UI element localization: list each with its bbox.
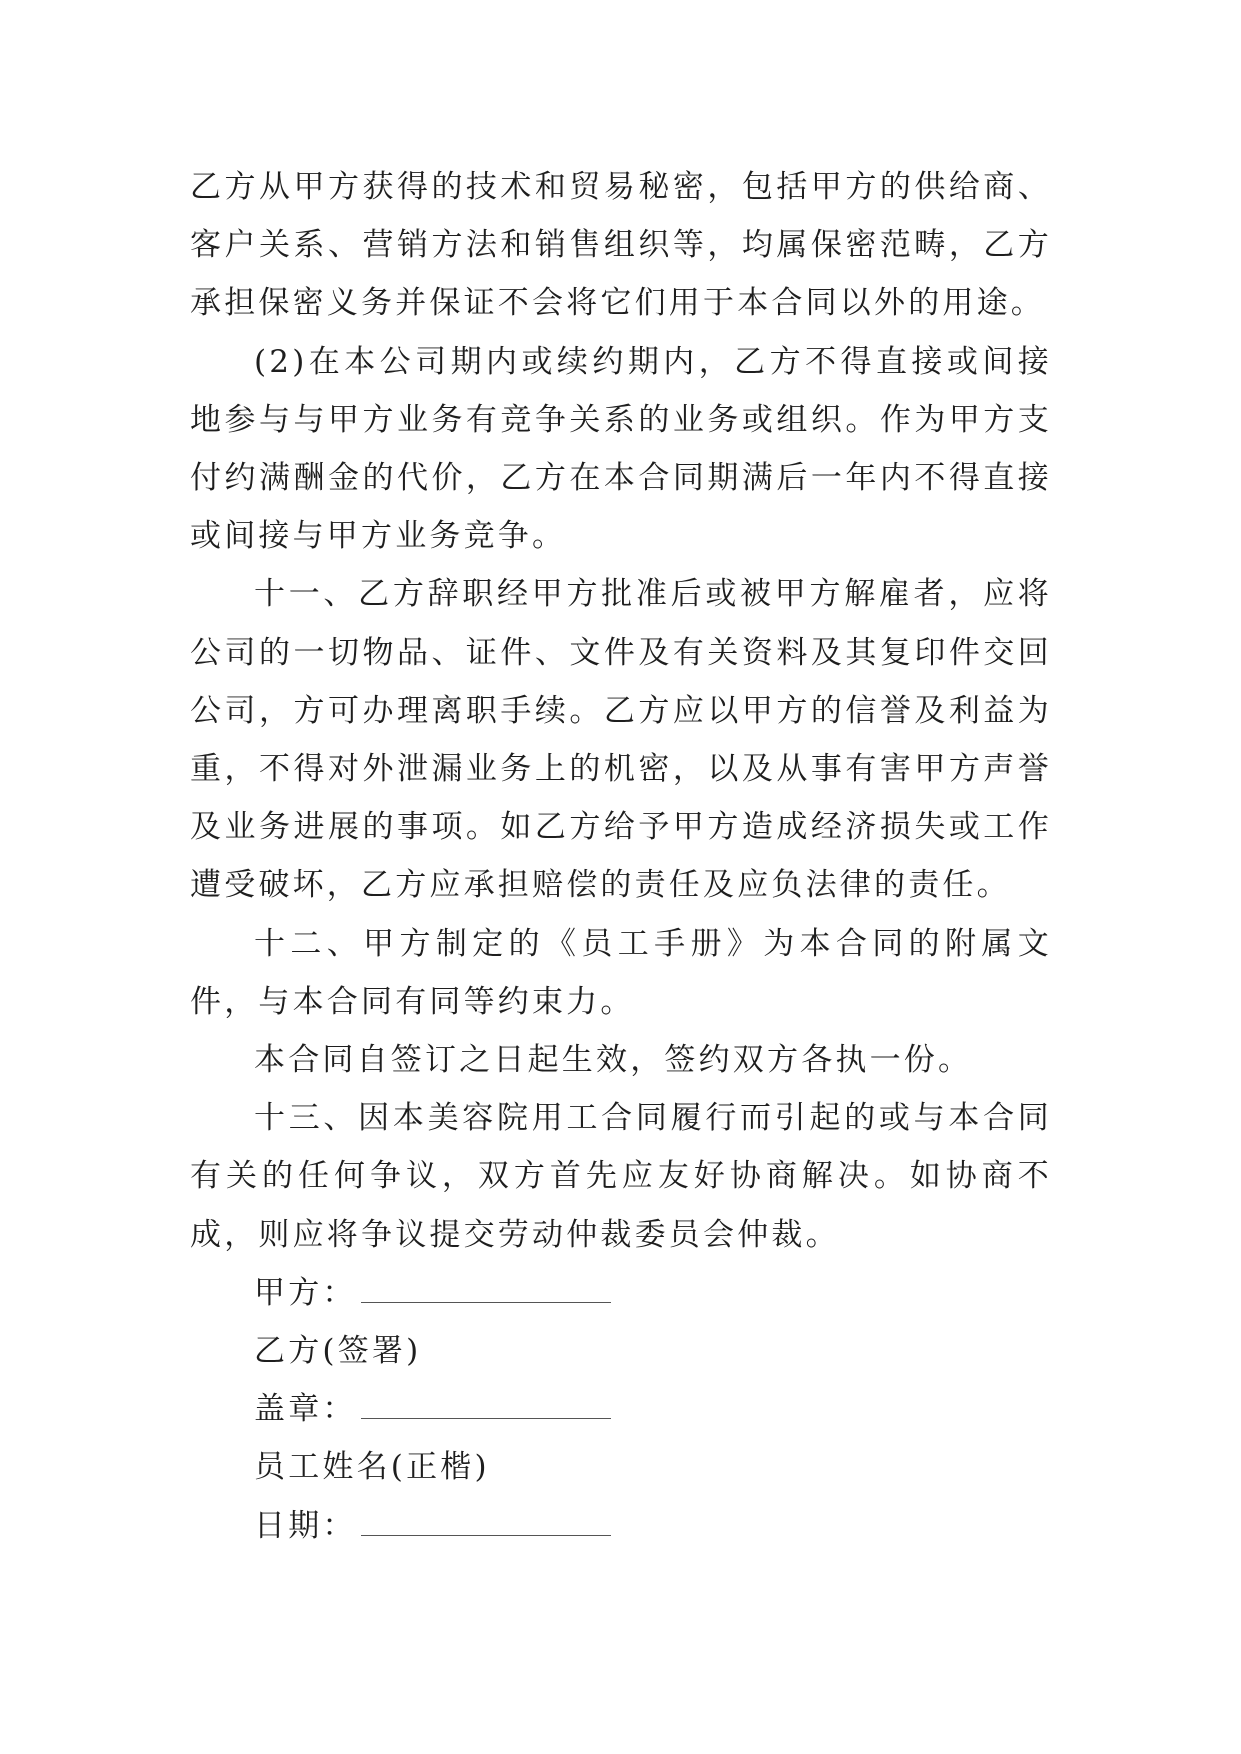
party-a-blank (361, 1278, 611, 1303)
paragraph-clause-13: 十三、因本美容院用工合同履行而引起的或与本合同有关的任何争议，双方首先应友好协商解决。如协商不成，则应将争议提交劳动仲裁委员会仲裁。 (190, 1100, 1052, 1253)
party-b-label: 乙方(签署) (254, 1333, 422, 1370)
signature-date (190, 1497, 1052, 1555)
employee-name-label: 员工姓名(正楷) (254, 1449, 490, 1486)
paragraph-clause-12: 十二、甲方制定的《员工手册》为本合同的附属文件，与本合同有同等约束力。 (190, 925, 1052, 1020)
document-page (190, 158, 1052, 1555)
date-blank (361, 1511, 611, 1536)
date-label: 日期： (254, 1507, 357, 1544)
party-a-label: 甲方： (254, 1274, 357, 1311)
paragraph-effective: 本合同自签订之日起生效，签约双方各执一份。 (254, 1042, 973, 1079)
seal-label: 盖章： (254, 1391, 357, 1428)
paragraph-non-compete: (2)在本公司期内或续约期内，乙方不得直接或间接地参与与甲方业务有竞争关系的业务或组织。作为甲方支付约满酬金的代价，乙方在本合同期满后一年内不得直接或间接与甲方业务竞争。 (190, 343, 1052, 555)
signature-seal (190, 1380, 1052, 1438)
seal-blank (361, 1394, 611, 1419)
paragraph-clause-11: 十一、乙方辞职经甲方批准后或被甲方解雇者，应将公司的一切物品、证件、文件及有关资料及其复印件交回公司，方可办理离职手续。乙方应以甲方的信誉及利益为重，不得对外泄漏业务上的机密，以及从事有害甲方声誉及业务进展的事项。如乙方给予甲方造成经济损失或工作遭受破坏，乙方应承担赔偿的责任及应负法律的责任。 (190, 576, 1052, 904)
signature-party-b (190, 1322, 1052, 1380)
paragraph-confidentiality: 乙方从甲方获得的技术和贸易秘密，包括甲方的供给商、客户关系、营销方法和销售组织等，均属保密范畴，乙方承担保密义务并保证不会将它们用于本合同以外的用途。 (190, 169, 1052, 322)
signature-employee-name (190, 1438, 1052, 1496)
signature-party-a (190, 1264, 1052, 1322)
